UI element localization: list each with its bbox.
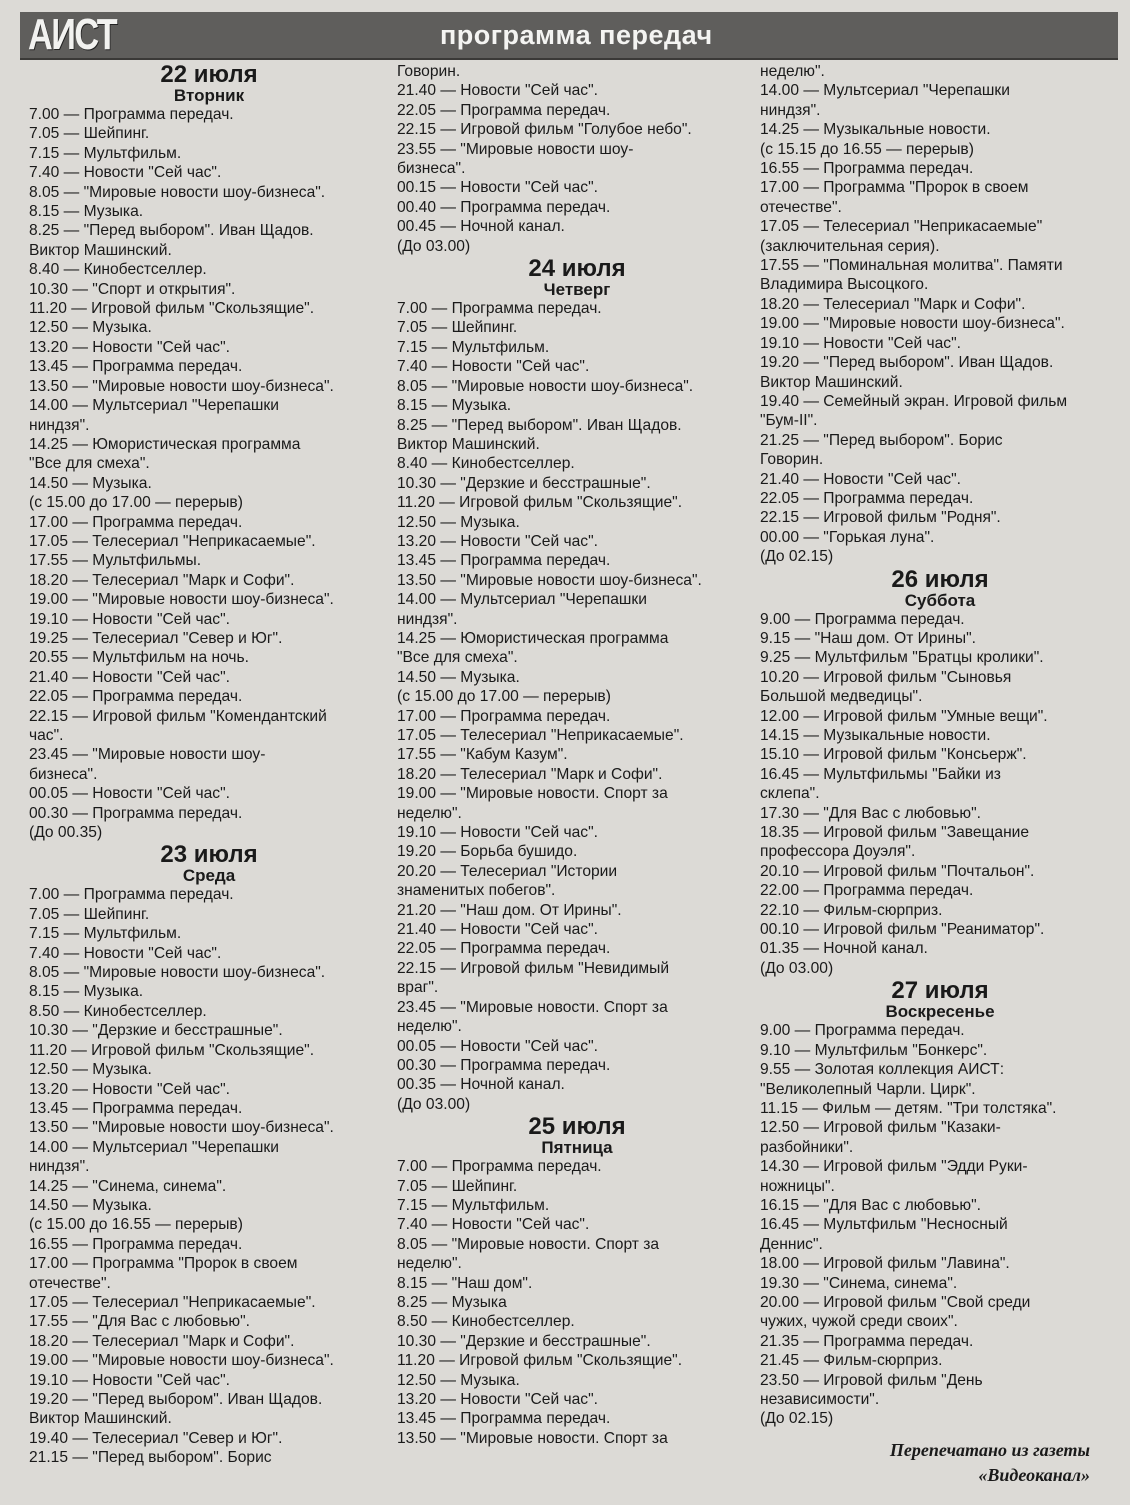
day-block (29, 841, 399, 1467)
schedule-line: 14.15 — Музыкальные новости. (760, 727, 991, 744)
schedule-line: 19.10 — Новости "Сей час". (29, 610, 230, 628)
schedule-line: 22.05 — Программа передач. (397, 101, 611, 119)
schedule-line: 01.35 — Ночной канал. (760, 940, 928, 958)
schedule-line: 10.30 — "Спорт и открытия". (29, 280, 236, 298)
schedule-line: Деннис". (760, 1235, 823, 1253)
schedule-line: ниндзя". (29, 1158, 90, 1176)
schedule-line: 17.05 — Телесериал "Неприкасаемые" (760, 218, 1043, 236)
schedule-line: 23.55 — "Мировые новости шоу- (397, 140, 634, 158)
schedule-line: 14.00 — Мультсериал "Черепашки (29, 397, 279, 415)
weekday-heading: Суббота (904, 590, 976, 610)
aist-logo: АИСТ (28, 10, 117, 59)
schedule-line: 7.05 — Шейпинг. (397, 1177, 518, 1195)
schedule-line: 14.00 — Мультсериал "Черепашки (397, 591, 647, 609)
schedule-line: 21.40 — Новости "Сей час". (760, 470, 961, 488)
schedule-line: 13.50 — "Мировые новости. Спорт за (397, 1429, 668, 1447)
schedule-line: 21.40 — Новости "Сей час". (397, 82, 598, 100)
schedule-line: 19.40 — Семейный экран. Игровой фильм (760, 392, 1068, 410)
schedule-line: 7.40 — Новости "Сей час". (29, 944, 222, 962)
schedule-line: 19.20 — Борьба бушидо. (397, 843, 578, 861)
schedule-line: 17.00 — Программа "Пророк в своем (29, 1255, 298, 1273)
schedule-line: 11.20 — Игровой фильм "Скользящие". (29, 1041, 315, 1059)
schedule-line: 12.50 — Музыка. (29, 319, 152, 337)
schedule-line: 17.05 — Телесериал "Неприкасаемые". (29, 1293, 316, 1311)
schedule-line: неделю". (397, 1018, 462, 1036)
weekday-heading: Пятница (541, 1138, 613, 1158)
schedule-line: 22.15 — Игровой фильм "Невидимый (397, 959, 670, 977)
schedule-column-3 (760, 62, 1130, 1429)
weekday-heading: Воскресенье (885, 1002, 995, 1022)
schedule-line: 8.05 — "Мировые новости шоу-бизнеса". (29, 183, 326, 201)
schedule-line: 19.00 — "Мировые новости шоу-бизнеса". (29, 1352, 334, 1370)
schedule-line: (До 02.15) (760, 548, 834, 566)
schedule-line: 16.15 — "Для Вас с любовью". (760, 1196, 981, 1214)
schedule-line: 11.20 — Игровой фильм "Скользящие". (29, 300, 315, 318)
schedule-line: 19.30 — "Синема, синема". (760, 1274, 958, 1292)
schedule-line: 22.10 — Фильм-сюрприз. (760, 901, 943, 919)
schedule-line: 9.55 — Золотая коллекция АИСТ: (760, 1061, 1005, 1079)
schedule-line: Виктор Машинский. (29, 241, 172, 259)
day-block (760, 565, 1130, 979)
schedule-line: "Все для смеха". (397, 649, 518, 667)
schedule-line: 00.30 — Программа передач. (397, 1056, 611, 1074)
schedule-line: 17.00 — Программа передач. (29, 513, 243, 531)
schedule-column-2 (397, 62, 767, 1448)
schedule-line: 21.20 — "Наш дом. От Ирины". (397, 901, 622, 919)
schedule-line: 00.40 — Программа передач. (397, 198, 611, 216)
schedule-line: 15.10 — Игровой фильм "Консьерж". (760, 746, 1027, 764)
schedule-line: 7.15 — Мультфильм. (397, 338, 550, 356)
schedule-line: отечестве". (760, 198, 842, 216)
schedule-line: 17.05 — Телесериал "Неприкасаемые". (397, 727, 684, 744)
schedule-line: 7.15 — Мультфильм. (29, 925, 182, 943)
schedule-line: (заключительная серия). (760, 237, 940, 255)
schedule-line: враг". (397, 979, 439, 997)
day-date-heading: 26 июля (891, 565, 989, 593)
schedule-line: 21.25 — "Перед выбором". Борис (760, 431, 1003, 449)
schedule-line: склепа". (760, 785, 820, 803)
schedule-line: знаменитых побегов". (397, 882, 556, 900)
day-block (397, 255, 767, 1114)
schedule-line: 7.15 — Мультфильм. (397, 1196, 550, 1214)
credit-line-2: «Видеоканал» (978, 1465, 1090, 1485)
schedule-line: 22.15 — Игровой фильм "Комендантский (29, 707, 327, 725)
schedule-line: 17.55 — "Поминальная молитва". Памяти (760, 257, 1063, 275)
day-date-heading: 24 июля (528, 255, 626, 283)
schedule-line: 22.05 — Программа передач. (760, 489, 974, 507)
schedule-line: 20.55 — Мультфильм на ночь. (29, 649, 250, 667)
schedule-line: 8.05 — "Мировые новости шоу-бизнеса". (29, 964, 326, 982)
schedule-line: 23.45 — "Мировые новости шоу- (29, 746, 266, 764)
schedule-line: Виктор Машинский. (760, 373, 903, 391)
schedule-line: чужих, чужой среди своих". (760, 1313, 958, 1331)
schedule-line: 18.20 — Телесериал "Марк и Софи". (29, 1332, 295, 1350)
schedule-line: 11.15 — Фильм — детям. "Три толстяка". (760, 1099, 1057, 1117)
schedule-line: неделю". (760, 63, 825, 80)
day-block (760, 977, 1130, 1429)
schedule-line: 7.05 — Шейпинг. (29, 905, 150, 923)
day-date-heading: 22 июля (160, 61, 258, 88)
schedule-line: 9.00 — Программа передач. (760, 1022, 965, 1040)
schedule-line: ниндзя". (29, 416, 90, 434)
schedule-line: 14.25 — "Синема, синема". (29, 1177, 227, 1195)
schedule-line: 19.25 — Телесериал "Север и Юг". (29, 629, 283, 647)
schedule-line: 14.25 — Музыкальные новости. (760, 121, 991, 139)
schedule-line: неделю". (397, 804, 462, 822)
schedule-line: 7.00 — Программа передач. (397, 1158, 602, 1176)
schedule-line: 7.05 — Шейпинг. (397, 319, 518, 337)
schedule-line: 21.40 — Новости "Сей час". (29, 668, 230, 686)
schedule-line: 22.00 — Программа передач. (760, 882, 974, 900)
schedule-line: 00.35 — Ночной канал. (397, 1076, 565, 1094)
schedule-line: 19.00 — "Мировые новости шоу-бизнеса". (29, 591, 334, 609)
schedule-line: 7.00 — Программа передач. (29, 886, 234, 904)
schedule-line: отечестве". (29, 1274, 111, 1292)
schedule-line: 12.50 — Игровой фильм "Казаки- (760, 1119, 1001, 1137)
schedule-line: Говорин. (760, 451, 824, 469)
schedule-line: 10.30 — "Дерзкие и бесстрашные". (397, 1332, 651, 1350)
schedule-line: 13.50 — "Мировые новости шоу-бизнеса". (29, 1119, 334, 1137)
day-date-heading: 23 июля (160, 841, 258, 869)
schedule-line: "Все для смеха". (29, 455, 150, 473)
schedule-line: 17.55 — "Для Вас с любовью". (29, 1313, 250, 1331)
schedule-line: 14.50 — Музыка. (29, 1196, 152, 1214)
schedule-line: 18.20 — Телесериал "Марк и Софи". (760, 295, 1026, 313)
schedule-line: 21.45 — Фильм-сюрприз. (760, 1352, 943, 1370)
schedule-line: Владимира Высоцкого. (760, 276, 929, 294)
schedule-line: (с 15.00 до 16.55 — перерыв) (29, 1216, 243, 1234)
schedule-line: 17.00 — Программа передач. (397, 707, 611, 725)
credit-line-1: Перепечатано из газеты (889, 1440, 1090, 1460)
schedule-line: 22.05 — Программа передач. (29, 688, 243, 706)
schedule-line: ниндзя". (397, 610, 458, 628)
schedule-line: независимости". (760, 1391, 880, 1408)
section-title: программа передач (440, 20, 713, 50)
schedule-line: 19.20 — "Перед выбором". Иван Щадов. (760, 354, 1054, 372)
schedule-line: 8.05 — "Мировые новости. Спорт за (397, 1235, 660, 1253)
day-date-heading: 25 июля (528, 1113, 626, 1141)
schedule-line: 19.00 — "Мировые новости шоу-бизнеса". (760, 315, 1065, 333)
schedule-line: 18.00 — Игровой фильм "Лавина". (760, 1255, 1010, 1273)
schedule-line: 12.50 — Музыка. (397, 1371, 520, 1389)
day-block (760, 62, 1130, 567)
schedule-line: Виктор Машинский. (397, 435, 540, 453)
schedule-line: 13.45 — Программа передач. (29, 358, 243, 376)
schedule-line: "Бум-II". (760, 412, 818, 430)
schedule-line: 12.00 — Игровой фильм "Умные вещи". (760, 707, 1048, 725)
schedule-line: 00.05 — Новости "Сей час". (29, 785, 230, 803)
schedule-line: 16.55 — Программа передач. (29, 1235, 243, 1253)
schedule-line: 18.20 — Телесериал "Марк и Софи". (397, 765, 663, 783)
schedule-line: профессора Доуэля". (760, 843, 916, 861)
schedule-line: 7.05 — Шейпинг. (29, 125, 150, 143)
schedule-line: 13.20 — Новости "Сей час". (397, 1391, 598, 1408)
schedule-line: 8.15 — Музыка. (29, 203, 144, 221)
schedule-line: 22.15 — Игровой фильм "Голубое небо". (397, 121, 692, 139)
schedule-line: 8.50 — Кинобестселлер. (29, 1002, 207, 1020)
day-block (29, 61, 399, 842)
schedule-line: ниндзя". (760, 101, 821, 119)
schedule-line: 12.50 — Музыка. (29, 1061, 152, 1079)
schedule-line: 13.20 — Новости "Сей час". (29, 338, 230, 356)
schedule-line: 17.55 — Мультфильмы. (29, 552, 202, 570)
schedule-line: (с 15.00 до 17.00 — перерыв) (29, 494, 243, 512)
schedule-line: 9.25 — Мультфильм "Братцы кролики". (760, 649, 1044, 667)
weekday-heading: Четверг (543, 280, 611, 300)
schedule-line: 14.25 — Юмористическая программа (29, 435, 301, 453)
schedule-line: 20.10 — Игровой фильм "Почтальон". (760, 862, 1035, 880)
schedule-line: 23.45 — "Мировые новости. Спорт за (397, 998, 668, 1016)
schedule-line: 20.00 — Игровой фильм "Свой среди (760, 1293, 1031, 1311)
schedule-line: 13.45 — Программа передач. (397, 552, 611, 570)
schedule-line: Виктор Машинский. (29, 1410, 172, 1428)
header-bar (20, 12, 1118, 60)
schedule-line: 14.25 — Юмористическая программа (397, 629, 669, 647)
schedule-line: 16.45 — Мультфильмы "Байки из (760, 765, 1001, 783)
schedule-line: 7.40 — Новости "Сей час". (397, 1216, 590, 1234)
schedule-line: 21.40 — Новости "Сей час". (397, 921, 598, 939)
schedule-line: 14.30 — Игровой фильм "Эдди Руки- (760, 1158, 1028, 1176)
schedule-line: бизнеса". (29, 765, 98, 783)
schedule-line: 10.30 — "Дерзкие и бесстрашные". (29, 1022, 283, 1040)
schedule-line: "Великолепный Чарли. Цирк". (760, 1080, 976, 1098)
schedule-line: (с 15.15 до 16.55 — перерыв) (760, 140, 974, 158)
schedule-line: 12.50 — Музыка. (397, 513, 520, 531)
schedule-line: 10.30 — "Дерзкие и бесстрашные". (397, 474, 651, 492)
schedule-line: Большой медведицы". (760, 688, 923, 706)
schedule-line: 7.00 — Программа передач. (397, 300, 602, 318)
schedule-line: 21.15 — "Перед выбором". Борис (29, 1449, 272, 1467)
schedule-line: 20.20 — Телесериал "Истории (397, 862, 618, 880)
schedule-line: разбойники". (760, 1138, 854, 1156)
schedule-line: 16.45 — Мультфильм "Несносный (760, 1216, 1008, 1234)
schedule-line: 22.05 — Программа передач. (397, 940, 611, 958)
schedule-column-1 (29, 62, 399, 1468)
schedule-line: 11.20 — Игровой фильм "Скользящие". (397, 1352, 683, 1370)
schedule-line: (До 00.35) (29, 824, 103, 842)
schedule-line: 7.40 — Новости "Сей час". (29, 164, 222, 182)
weekday-heading: Вторник (173, 86, 245, 105)
schedule-line: 00.15 — Новости "Сей час". (397, 179, 598, 197)
schedule-line: 19.20 — "Перед выбором". Иван Щадов. (29, 1391, 323, 1408)
schedule-line: 22.15 — Игровой фильм "Родня". (760, 509, 1001, 527)
schedule-line: (До 03.00) (760, 959, 834, 977)
schedule-line: 14.50 — Музыка. (397, 668, 520, 686)
schedule-line: 00.00 — "Горькая луна". (760, 528, 935, 546)
schedule-line: 00.30 — Программа передач. (29, 804, 243, 822)
schedule-line: 8.15 — "Наш дом". (397, 1274, 533, 1292)
schedule-line: час". (29, 727, 64, 744)
schedule-line: 13.45 — Программа передач. (397, 1410, 611, 1428)
schedule-line: 8.15 — Музыка. (29, 983, 144, 1001)
schedule-line: 8.15 — Музыка. (397, 397, 512, 415)
schedule-line: 9.15 — "Наш дом. От Ирины". (760, 629, 976, 647)
schedule-line: 13.45 — Программа передач. (29, 1099, 243, 1117)
schedule-line: Говорин. (397, 63, 461, 80)
schedule-line: 8.50 — Кинобестселлер. (397, 1313, 575, 1331)
schedule-line: 7.00 — Программа передач. (29, 106, 234, 123)
schedule-line: 23.50 — Игровой фильм "День (760, 1371, 983, 1389)
schedule-line: бизнеса". (397, 160, 466, 178)
schedule-line: 8.25 — Музыка (397, 1293, 507, 1311)
schedule-line: 00.10 — Игровой фильм "Реаниматор". (760, 921, 1045, 939)
schedule-line: 19.10 — Новости "Сей час". (397, 824, 598, 842)
weekday-heading: Среда (182, 866, 236, 886)
schedule-line: (с 15.00 до 17.00 — перерыв) (397, 688, 611, 706)
schedule-line: 10.20 — Игровой фильм "Сыновья (760, 668, 1012, 686)
schedule-line: 18.35 — Игровой фильм "Завещание (760, 824, 1030, 842)
schedule-line: 19.10 — Новости "Сей час". (760, 334, 961, 352)
schedule-line: 18.20 — Телесериал "Марк и Софи". (29, 571, 295, 589)
schedule-line: 17.55 — "Кабум Казум". (397, 746, 568, 764)
schedule-line: 17.30 — "Для Вас с любовью". (760, 804, 981, 822)
schedule-line: 9.00 — Программа передач. (760, 610, 965, 628)
schedule-line: 00.45 — Ночной канал. (397, 218, 565, 236)
schedule-line: 13.50 — "Мировые новости шоу-бизнеса". (397, 571, 702, 589)
schedule-line: 13.20 — Новости "Сей час". (29, 1080, 230, 1098)
schedule-line: 14.50 — Музыка. (29, 474, 152, 492)
schedule-line: 14.00 — Мультсериал "Черепашки (760, 82, 1010, 100)
schedule-line: (До 03.00) (397, 1095, 471, 1113)
schedule-line: ножницы". (760, 1177, 835, 1195)
schedule-line: 13.50 — "Мировые новости шоу-бизнеса". (29, 377, 334, 395)
schedule-line: 19.40 — Телесериал "Север и Юг". (29, 1429, 283, 1447)
schedule-line: 16.55 — Программа передач. (760, 160, 974, 178)
reprint-credit (890, 1438, 1090, 1488)
schedule-line: 7.40 — Новости "Сей час". (397, 358, 590, 376)
schedule-line: 14.00 — Мультсериал "Черепашки (29, 1138, 279, 1156)
schedule-line: 21.35 — Программа передач. (760, 1332, 974, 1350)
schedule-line: 8.40 — Кинобестселлер. (29, 261, 207, 279)
day-date-heading: 27 июля (891, 977, 989, 1005)
schedule-line: 8.25 — "Перед выбором". Иван Щадов. (29, 222, 314, 240)
schedule-line: 9.10 — Мультфильм "Бонкерс". (760, 1041, 988, 1059)
schedule-line: 00.05 — Новости "Сей час". (397, 1037, 598, 1055)
day-block (397, 1113, 767, 1448)
schedule-line: неделю". (397, 1255, 462, 1273)
schedule-line: (До 03.00) (397, 237, 471, 255)
schedule-line: 8.25 — "Перед выбором". Иван Щадов. (397, 416, 682, 434)
schedule-line: 19.00 — "Мировые новости. Спорт за (397, 785, 668, 803)
schedule-line: 17.05 — Телесериал "Неприкасаемые". (29, 532, 316, 550)
schedule-line: 17.00 — Программа "Пророк в своем (760, 179, 1029, 197)
schedule-line: 13.20 — Новости "Сей час". (397, 532, 598, 550)
day-block (397, 62, 767, 256)
schedule-line: (До 02.15) (760, 1410, 834, 1428)
schedule-line: 19.10 — Новости "Сей час". (29, 1371, 230, 1389)
schedule-line: 11.20 — Игровой фильм "Скользящие". (397, 494, 683, 512)
schedule-line: 7.15 — Мультфильм. (29, 144, 182, 162)
schedule-line: 8.40 — Кинобестселлер. (397, 455, 575, 473)
schedule-line: 8.05 — "Мировые новости шоу-бизнеса". (397, 377, 694, 395)
